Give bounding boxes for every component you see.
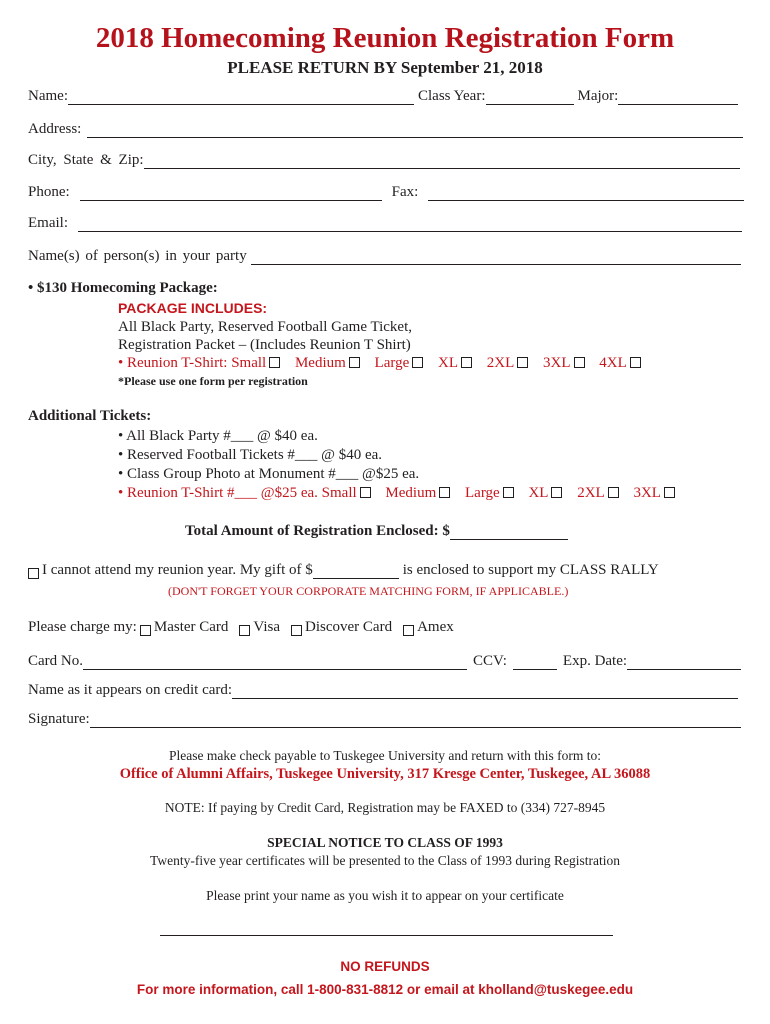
phone-label: Phone: <box>28 184 70 200</box>
card-row <box>28 653 741 670</box>
checkbox[interactable] <box>608 487 619 498</box>
package-size-medium[interactable]: Medium <box>295 355 363 371</box>
checkbox[interactable] <box>269 357 280 368</box>
contact-info: For more information, call 1-800-831-8812 or email at kholland@tuskegee.edu <box>136 982 634 997</box>
name-field[interactable] <box>68 90 414 105</box>
print-name-note: Please print your name as you wish it to appear on your certificate <box>206 888 564 903</box>
checkbox[interactable] <box>551 487 562 498</box>
gift-checkbox[interactable] <box>28 568 39 579</box>
package-tshirt-row <box>118 355 652 372</box>
payment-row <box>28 619 454 636</box>
checkbox[interactable] <box>461 357 472 368</box>
gift-amount-field[interactable] <box>313 564 399 579</box>
class-year-field[interactable] <box>486 90 574 105</box>
additional-item-1: • All Black Party #___ @ $40 ea. <box>118 428 318 444</box>
package-title: • $130 Homecoming Package: <box>28 280 218 296</box>
checkbox[interactable] <box>664 487 675 498</box>
ccv-field[interactable] <box>513 655 557 670</box>
package-line-2: Registration Packet – (Includes Reunion T Shirt) <box>118 337 411 353</box>
additional-size-small[interactable]: Small <box>322 485 374 501</box>
discover-label: Discover Card <box>305 619 393 635</box>
ccv-label: CCV: <box>473 653 507 669</box>
package-size-4xl[interactable]: 4XL <box>599 355 644 371</box>
amex-label: Amex <box>417 619 454 635</box>
name-row <box>28 88 738 105</box>
additional-size-2xl[interactable]: 2XL <box>577 485 622 501</box>
total-field[interactable] <box>450 525 568 540</box>
address-label: Address: <box>28 121 82 137</box>
signature-row <box>28 711 741 728</box>
city-label: City, State & Zip: <box>28 152 144 168</box>
phone-row <box>28 184 744 201</box>
email-field[interactable] <box>78 217 742 232</box>
name-on-card-field[interactable] <box>232 684 738 699</box>
total-label: Total Amount of Registration Enclosed: $ <box>185 523 450 539</box>
gift-text-2: is enclosed to support my CLASS RALLY <box>402 562 659 578</box>
additional-item-2: • Reserved Football Tickets #___ @ $40 ea. <box>118 447 383 463</box>
mailing-address: Office of Alumni Affairs, Tuskegee University, 317 Kresge Center, Tuskegee, AL 36088 <box>119 766 651 782</box>
checkbox[interactable] <box>349 357 360 368</box>
exp-field[interactable] <box>627 655 741 670</box>
checkbox[interactable] <box>412 357 423 368</box>
signature-label: Signature: <box>28 711 90 727</box>
package-includes-label: PACKAGE INCLUDES: <box>118 300 268 316</box>
gift-row <box>28 562 659 579</box>
major-field[interactable] <box>618 90 738 105</box>
additional-size-3xl[interactable]: 3XL <box>633 485 678 501</box>
return-deadline: PLEASE RETURN BY September 21, 2018 <box>227 58 543 77</box>
name-label: Name: <box>28 88 68 104</box>
email-row <box>28 215 742 232</box>
class-year-label: Class Year: <box>417 88 486 104</box>
additional-size-large[interactable]: Large <box>465 485 517 501</box>
fax-field[interactable] <box>428 186 744 201</box>
fax-label: Fax: <box>391 184 419 200</box>
matching-form-note: (DON'T FORGET YOUR CORPORATE MATCHING FORM, IF APPLICABLE.) <box>168 584 569 598</box>
gift-text-1: I cannot attend my reunion year. My gift of $ <box>42 562 313 578</box>
additional-size-xl[interactable]: XL <box>528 485 565 501</box>
no-refunds: NO REFUNDS <box>340 959 430 974</box>
phone-field[interactable] <box>80 186 382 201</box>
special-notice-title: SPECIAL NOTICE TO CLASS OF 1993 <box>267 835 503 850</box>
name-on-card-row <box>28 682 738 699</box>
certificate-name-field[interactable] <box>160 935 613 936</box>
checkbox[interactable] <box>503 487 514 498</box>
checkbox[interactable] <box>517 357 528 368</box>
form-title: 2018 Homecoming Reunion Registration Form <box>95 22 675 54</box>
visa-checkbox[interactable] <box>239 625 250 636</box>
total-row <box>185 523 568 540</box>
checkbox[interactable] <box>439 487 450 498</box>
additional-tshirt-row <box>118 485 686 502</box>
party-row <box>28 248 741 265</box>
city-row <box>28 152 740 169</box>
major-label: Major: <box>577 88 619 104</box>
package-note: *Please use one form per registration <box>118 374 308 388</box>
address-field[interactable] <box>87 123 743 138</box>
package-tshirt-label: • Reunion T-Shirt: <box>118 355 232 371</box>
name-on-card-label: Name as it appears on credit card: <box>28 682 233 698</box>
exp-label: Exp. Date: <box>562 653 628 669</box>
package-size-3xl[interactable]: 3XL <box>543 355 588 371</box>
checkbox[interactable] <box>360 487 371 498</box>
package-size-large[interactable]: Large <box>375 355 427 371</box>
party-label: Name(s) of person(s) in your party <box>28 248 247 264</box>
master-card-checkbox[interactable] <box>140 625 151 636</box>
city-field[interactable] <box>144 154 740 169</box>
card-no-field[interactable] <box>83 655 467 670</box>
checkbox[interactable] <box>574 357 585 368</box>
master-card-label: Master Card <box>153 619 229 635</box>
party-field[interactable] <box>251 250 741 265</box>
additional-size-medium[interactable]: Medium <box>385 485 453 501</box>
amex-checkbox[interactable] <box>403 625 414 636</box>
charge-label: Please charge my: <box>28 619 137 635</box>
check-note: Please make check payable to Tuskegee University and return with this form to: <box>169 748 601 763</box>
signature-field[interactable] <box>90 713 741 728</box>
additional-item-3: • Class Group Photo at Monument #___ @$25 ea. <box>118 466 420 482</box>
checkbox[interactable] <box>630 357 641 368</box>
package-size-small[interactable]: Small <box>231 355 283 371</box>
address-row <box>28 121 743 138</box>
email-label: Email: <box>28 215 68 231</box>
additional-title: Additional Tickets: <box>28 408 152 424</box>
additional-tshirt-label: • Reunion T-Shirt #___ @$25 ea. <box>118 485 322 501</box>
visa-label: Visa <box>253 619 281 635</box>
special-notice-text: Twenty-five year certificates will be presented to the Class of 1993 during Registration <box>150 853 620 868</box>
package-line-1: All Black Party, Reserved Football Game Ticket, <box>118 319 412 335</box>
package-size-2xl[interactable]: 2XL <box>487 355 532 371</box>
fax-note: NOTE: If paying by Credit Card, Registration may be FAXED to (334) 727-8945 <box>164 800 606 815</box>
package-size-xl[interactable]: XL <box>438 355 475 371</box>
card-no-label: Card No. <box>28 653 83 669</box>
discover-checkbox[interactable] <box>291 625 302 636</box>
